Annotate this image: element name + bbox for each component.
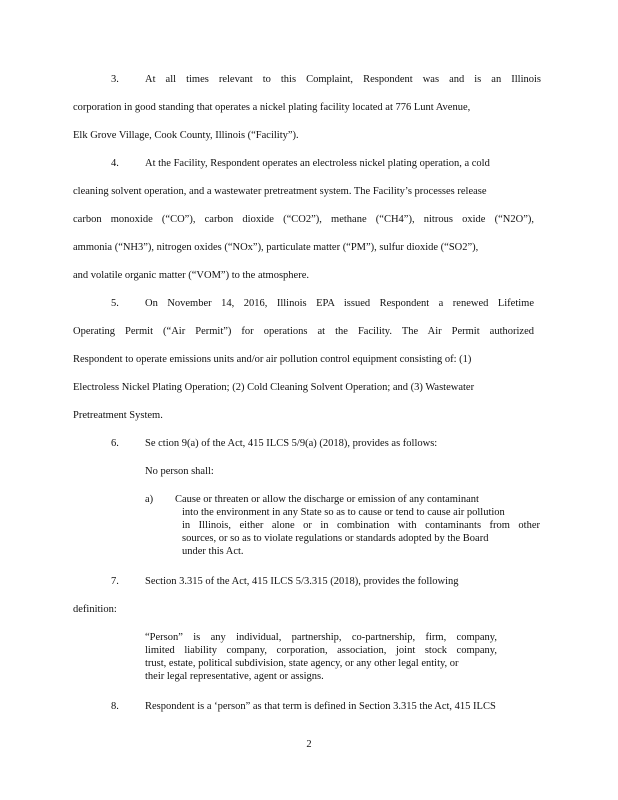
p5-line-3: Respondent to operate emissions units and/or air pollution control equipment consisting of: (1) [73, 354, 472, 365]
p6-item-line-4: sources, or so as to violate regulations or standards adopted by the Board [182, 533, 489, 544]
p6-item-line-5: under this Act. [182, 546, 244, 557]
p6-quote-intro: No person shall: [145, 466, 214, 477]
paragraph-number-8: 8. [111, 701, 119, 712]
paragraph-number-6: 6. [111, 438, 119, 449]
page-number: 2 [306, 739, 312, 750]
p3-line-2: corporation in good standing that operates a nickel plating facility located at 776 Lunt Avenue, [73, 102, 471, 113]
p4-line-1: At the Facility, Respondent operates an electroless nickel plating operation, a cold [145, 158, 490, 169]
p6-item-line-2: into the environment in any State so as to cause or tend to cause air pollution [182, 507, 505, 518]
p7-quote-line-4: their legal representative, agent or assigns. [145, 671, 324, 682]
p4-line-4: ammonia (“NH3”), nitrogen oxides (“NOx”), particulate matter (“PM”), sulfur dioxide (“SO2”), [73, 242, 479, 253]
p6-item-label: a) [145, 494, 154, 505]
p3-line-3: Elk Grove Village, Cook County, Illinois (“Facility”). [73, 130, 299, 141]
p5-line-5: Pretreatment System. [73, 410, 163, 421]
p7-quote-line-3: trust, estate, political subdivision, state agency, or any other legal entity, or [145, 658, 459, 669]
paragraph-number-5: 5. [111, 298, 119, 309]
p7-quote-line-2: limited liability company, corporation, association, joint stock company, [145, 645, 497, 656]
paragraph-number-3: 3. [111, 74, 119, 85]
paragraph-number-4: 4. [111, 158, 119, 169]
p7-quote-line-1: “Person” is any individual, partnership, co-partnership, firm, company, [145, 632, 497, 643]
p7-line-2: definition: [73, 604, 117, 615]
p6-item-line-1: Cause or threaten or allow the discharge or emission of any contaminant [175, 494, 479, 505]
p6-line-1: Se ction 9(a) of the Act, 415 ILCS 5/9(a) (2018), provides as follows: [145, 438, 438, 449]
paragraph-number-7: 7. [111, 576, 119, 587]
p4-line-3: carbon monoxide (“CO”), carbon dioxide (“CO2”), methane (“CH4”), nitrous oxide (“N2O”), [73, 214, 534, 225]
p6-item-line-3: in Illinois, either alone or in combination with contaminants from other [182, 520, 540, 531]
p5-line-4: Electroless Nickel Plating Operation; (2) Cold Cleaning Solvent Operation; and (3) Wastewater [73, 382, 475, 393]
p8-line-1: Respondent is a ‘person” as that term is defined in Section 3.315 the Act, 415 ILCS [145, 701, 496, 712]
p7-line-1: Section 3.315 of the Act, 415 ILCS 5/3.315 (2018), provides the following [145, 576, 459, 587]
p3-line-1: At all times relevant to this Complaint, Respondent was and is an Illinois [145, 74, 541, 85]
p5-line-2: Operating Permit (“Air Permit”) for operations at the Facility. The Air Permit authorized [73, 326, 534, 337]
p4-line-2: cleaning solvent operation, and a wastewater pretreatment system. The Facility’s processes release [73, 186, 487, 197]
p4-line-5: and volatile organic matter (“VOM”) to the atmosphere. [73, 270, 309, 281]
p5-line-1: On November 14, 2016, Illinois EPA issued Respondent a renewed Lifetime [145, 298, 534, 309]
